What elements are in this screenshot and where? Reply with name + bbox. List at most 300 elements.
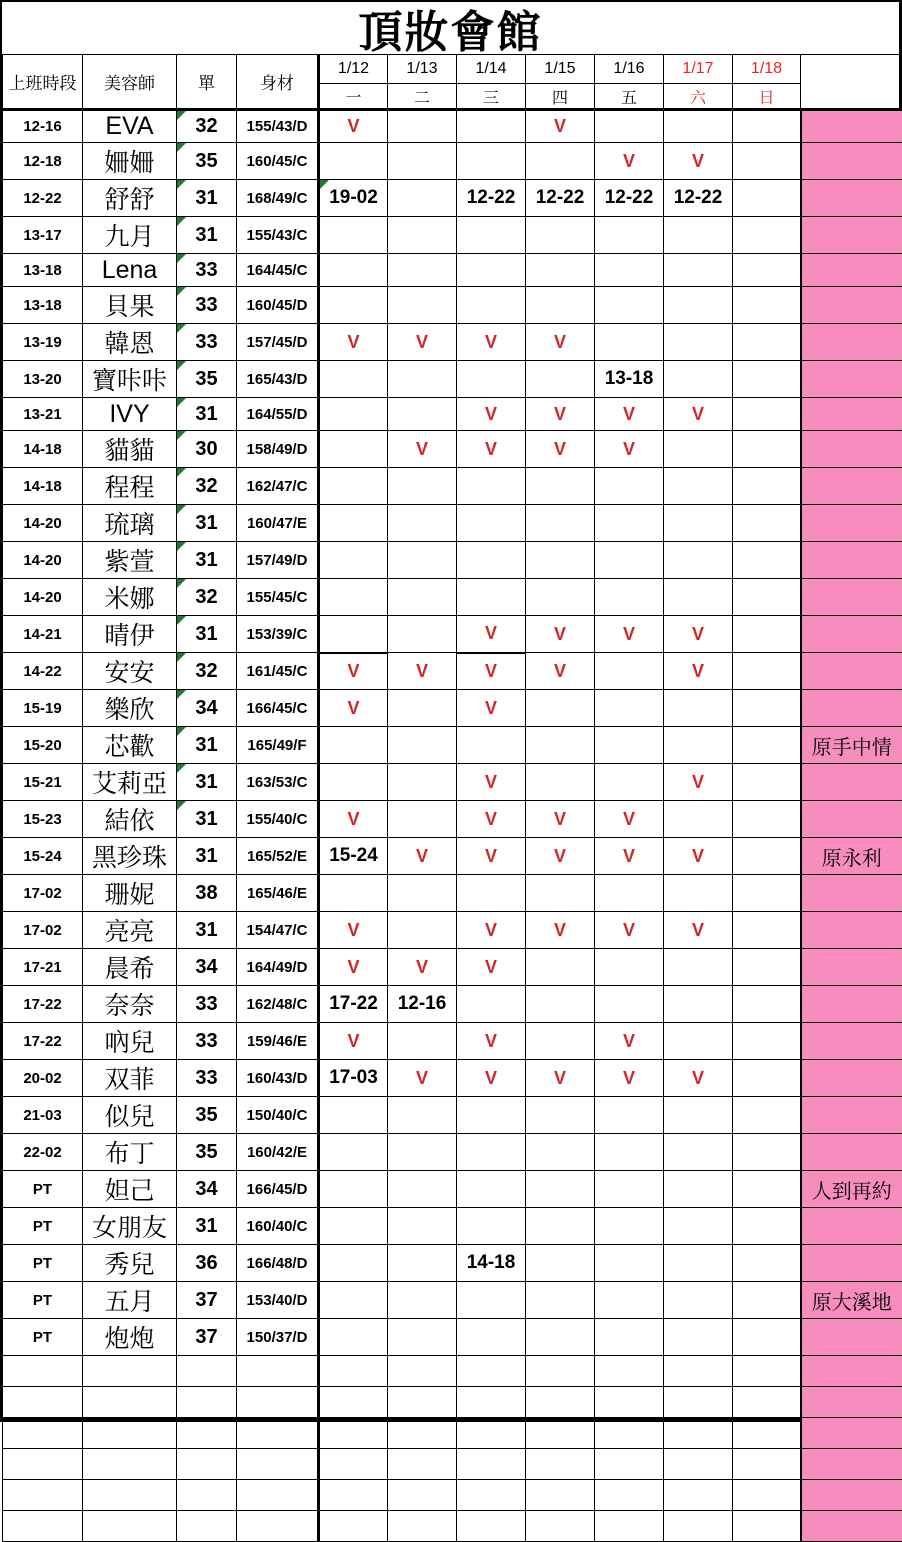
order-count-cell: 34 (177, 949, 237, 986)
schedule-cell (733, 254, 801, 287)
figure-cell: 150/37/D (237, 1319, 319, 1356)
schedule-cell (319, 1356, 388, 1387)
shift-cell (3, 1387, 83, 1418)
table-row (3, 398, 902, 431)
schedule-cell (319, 468, 388, 505)
note-cell (801, 1319, 902, 1356)
beautician-name-cell: 布丁 (83, 1134, 177, 1171)
schedule-cell (526, 217, 595, 254)
check-mark-cell: V (595, 1060, 664, 1097)
schedule-table (2, 54, 902, 1542)
schedule-cell (733, 431, 801, 468)
figure-cell: 165/46/E (237, 875, 319, 912)
figure-cell: 164/45/C (237, 254, 319, 287)
schedule-cell (319, 287, 388, 324)
schedule-cell (595, 949, 664, 986)
order-count-cell: 37 (177, 1282, 237, 1319)
schedule-cell (388, 1319, 457, 1356)
schedule-cell (388, 1023, 457, 1060)
weekday-header: 六 (664, 84, 733, 110)
table-row (3, 616, 902, 653)
schedule-cell (319, 1134, 388, 1171)
note-cell (801, 217, 902, 254)
weekday-header: 二 (388, 84, 457, 110)
col-header-shift: 上班時段 (3, 55, 83, 110)
schedule-cell (664, 1418, 733, 1449)
schedule-cell (457, 1356, 526, 1387)
figure-cell (237, 1449, 319, 1480)
schedule-cell (664, 1356, 733, 1387)
schedule-cell (457, 579, 526, 616)
date-header: 1/13 (388, 55, 457, 84)
note-cell (801, 110, 902, 143)
check-mark-cell: V (595, 1023, 664, 1060)
check-mark-cell: V (595, 801, 664, 838)
schedule-cell (664, 690, 733, 727)
schedule-cell (319, 1245, 388, 1282)
schedule-cell (664, 110, 733, 143)
order-count-cell: 31 (177, 542, 237, 579)
schedule-cell (457, 143, 526, 180)
schedule-cell (664, 361, 733, 398)
check-mark-cell: V (526, 912, 595, 949)
check-mark-cell: V (664, 653, 733, 690)
schedule-cell (457, 217, 526, 254)
check-mark-cell: V (388, 838, 457, 875)
beautician-name-cell (83, 1418, 177, 1449)
table-row (3, 1282, 902, 1319)
check-mark-cell: V (319, 1023, 388, 1060)
figure-cell: 164/55/D (237, 398, 319, 431)
note-cell (801, 542, 902, 579)
beautician-name-cell: 紫萱 (83, 542, 177, 579)
date-header: 1/17 (664, 55, 733, 84)
check-mark-cell: V (664, 1060, 733, 1097)
note-cell (801, 986, 902, 1023)
note-cell (801, 912, 902, 949)
schedule-cell (388, 180, 457, 217)
schedule-cell: 12-22 (595, 180, 664, 217)
note-cell (801, 254, 902, 287)
schedule-cell (457, 505, 526, 542)
schedule-cell (526, 1097, 595, 1134)
check-mark-cell: V (319, 801, 388, 838)
beautician-name-cell: Lena (83, 254, 177, 287)
schedule-cell (319, 398, 388, 431)
schedule-cell: 13-18 (595, 361, 664, 398)
table-row (3, 875, 902, 912)
shift-cell (3, 1418, 83, 1449)
schedule-cell (388, 287, 457, 324)
figure-cell: 165/49/F (237, 727, 319, 764)
figure-cell (237, 1418, 319, 1449)
beautician-name-cell: 九月 (83, 217, 177, 254)
schedule-cell: 12-16 (388, 986, 457, 1023)
schedule-cell (319, 1418, 388, 1449)
schedule-cell (526, 1356, 595, 1387)
schedule-cell (733, 1023, 801, 1060)
shift-cell: PT (3, 1245, 83, 1282)
schedule-cell (526, 1171, 595, 1208)
beautician-name-cell: 五月 (83, 1282, 177, 1319)
figure-cell: 160/47/E (237, 505, 319, 542)
schedule-cell (526, 1245, 595, 1282)
schedule-cell (388, 690, 457, 727)
check-mark-cell: V (388, 653, 457, 690)
beautician-name-cell: 女朋友 (83, 1208, 177, 1245)
schedule-cell (526, 1134, 595, 1171)
schedule-cell (526, 1282, 595, 1319)
order-count-cell: 32 (177, 653, 237, 690)
schedule-cell (664, 1319, 733, 1356)
beautician-name-cell: 樂欣 (83, 690, 177, 727)
empty-row (3, 1387, 902, 1418)
order-count-cell: 35 (177, 1097, 237, 1134)
note-cell (801, 875, 902, 912)
check-mark-cell: V (457, 949, 526, 986)
empty-row (3, 1511, 902, 1542)
schedule-cell (664, 1511, 733, 1542)
schedule-cell (457, 361, 526, 398)
schedule-cell (733, 616, 801, 653)
figure-cell: 168/49/C (237, 180, 319, 217)
order-count-cell (177, 1449, 237, 1480)
schedule-cell (457, 1418, 526, 1449)
schedule-cell (595, 110, 664, 143)
col-header-beautician: 美容師 (83, 55, 177, 110)
weekday-header: 日 (733, 84, 801, 110)
schedule-cell (388, 1418, 457, 1449)
beautician-name-cell: 黑珍珠 (83, 838, 177, 875)
figure-cell: 160/45/D (237, 287, 319, 324)
table-row (3, 468, 902, 505)
schedule-cell: 12-22 (664, 180, 733, 217)
schedule-cell (733, 653, 801, 690)
schedule-cell (319, 1480, 388, 1511)
schedule-cell (733, 398, 801, 431)
schedule-cell (595, 764, 664, 801)
shift-cell: 15-21 (3, 764, 83, 801)
figure-cell: 160/43/D (237, 1060, 319, 1097)
schedule-cell: 12-22 (457, 180, 526, 217)
note-cell (801, 1511, 902, 1542)
shift-cell: 12-16 (3, 110, 83, 143)
shift-cell: 14-18 (3, 468, 83, 505)
beautician-name-cell: 米娜 (83, 579, 177, 616)
schedule-cell (319, 1097, 388, 1134)
schedule-cell (733, 1282, 801, 1319)
schedule-cell (526, 1480, 595, 1511)
schedule-cell (664, 1134, 733, 1171)
schedule-cell (526, 949, 595, 986)
table-row (3, 579, 902, 616)
shift-cell: 17-21 (3, 949, 83, 986)
order-count-cell: 35 (177, 1134, 237, 1171)
figure-cell: 164/49/D (237, 949, 319, 986)
schedule-cell (526, 690, 595, 727)
schedule-cell (388, 1387, 457, 1418)
check-mark-cell: V (457, 616, 526, 653)
schedule-cell (733, 1208, 801, 1245)
beautician-name-cell: 程程 (83, 468, 177, 505)
schedule-cell (664, 1480, 733, 1511)
beautician-name-cell: 双菲 (83, 1060, 177, 1097)
note-cell (801, 653, 902, 690)
check-mark-cell: V (457, 801, 526, 838)
note-column-header (801, 55, 902, 110)
beautician-name-cell: 安安 (83, 653, 177, 690)
schedule-cell (526, 143, 595, 180)
note-cell (801, 690, 902, 727)
check-mark-cell: V (664, 398, 733, 431)
note-cell (801, 616, 902, 653)
schedule-cell (457, 1511, 526, 1542)
note-cell (801, 1449, 902, 1480)
schedule-cell (664, 1097, 733, 1134)
order-count-cell (177, 1480, 237, 1511)
schedule-cell (733, 361, 801, 398)
schedule-cell (595, 324, 664, 361)
figure-cell: 155/43/C (237, 217, 319, 254)
order-count-cell: 31 (177, 801, 237, 838)
shift-cell: PT (3, 1282, 83, 1319)
beautician-name-cell (83, 1511, 177, 1542)
schedule-cell (457, 1449, 526, 1480)
schedule-cell: 12-22 (526, 180, 595, 217)
schedule-cell (526, 764, 595, 801)
beautician-name-cell: 貝果 (83, 287, 177, 324)
order-count-cell: 31 (177, 180, 237, 217)
schedule-cell (457, 110, 526, 143)
schedule-cell (388, 875, 457, 912)
order-count-cell: 37 (177, 1319, 237, 1356)
schedule-cell (526, 254, 595, 287)
beautician-name-cell: 妲己 (83, 1171, 177, 1208)
order-count-cell: 30 (177, 431, 237, 468)
order-count-cell (177, 1418, 237, 1449)
schedule-cell (733, 1480, 801, 1511)
schedule-cell (664, 254, 733, 287)
schedule-cell (526, 468, 595, 505)
schedule-cell (664, 727, 733, 764)
beautician-name-cell: 奈奈 (83, 986, 177, 1023)
beautician-name-cell: 艾莉亞 (83, 764, 177, 801)
schedule-cell (595, 1356, 664, 1387)
beautician-name-cell: 晨希 (83, 949, 177, 986)
schedule-cell (733, 986, 801, 1023)
order-count-cell: 32 (177, 110, 237, 143)
table-row (3, 431, 902, 468)
table-row (3, 254, 902, 287)
date-header: 1/18 (733, 55, 801, 84)
figure-cell (237, 1511, 319, 1542)
beautician-name-cell: 芯歡 (83, 727, 177, 764)
note-cell (801, 1418, 902, 1449)
schedule-cell (733, 1245, 801, 1282)
check-mark-cell: V (526, 110, 595, 143)
beautician-name-cell: 寶咔咔 (83, 361, 177, 398)
schedule-cell (733, 468, 801, 505)
note-cell (801, 287, 902, 324)
schedule-cell (388, 801, 457, 838)
schedule-cell (664, 1245, 733, 1282)
schedule-cell (526, 1418, 595, 1449)
schedule-cell (595, 287, 664, 324)
schedule-cell (664, 1387, 733, 1418)
check-mark-cell: V (595, 431, 664, 468)
order-count-cell: 35 (177, 361, 237, 398)
check-mark-cell: V (457, 653, 526, 690)
empty-row (3, 1418, 902, 1449)
check-mark-cell: V (595, 143, 664, 180)
figure-cell: 166/48/D (237, 1245, 319, 1282)
figure-cell: 166/45/D (237, 1171, 319, 1208)
schedule-cell (457, 1097, 526, 1134)
schedule-cell (526, 1023, 595, 1060)
schedule-cell (733, 505, 801, 542)
check-mark-cell: V (526, 653, 595, 690)
check-mark-cell: V (388, 324, 457, 361)
check-mark-cell: V (595, 838, 664, 875)
schedule-cell (733, 1418, 801, 1449)
figure-cell: 166/45/C (237, 690, 319, 727)
schedule-cell (319, 1511, 388, 1542)
order-count-cell: 33 (177, 287, 237, 324)
shift-cell: 15-24 (3, 838, 83, 875)
schedule-cell (733, 287, 801, 324)
table-row (3, 986, 902, 1023)
shift-cell: 13-19 (3, 324, 83, 361)
schedule-cell (319, 727, 388, 764)
table-row (3, 1134, 902, 1171)
note-cell (801, 361, 902, 398)
schedule-cell (595, 1511, 664, 1542)
shift-cell: 13-20 (3, 361, 83, 398)
schedule-cell (388, 1282, 457, 1319)
schedule-cell (388, 505, 457, 542)
schedule-cell (595, 579, 664, 616)
check-mark-cell: V (457, 324, 526, 361)
schedule-cell (457, 287, 526, 324)
note-cell (801, 324, 902, 361)
schedule-cell (733, 764, 801, 801)
schedule-cell (319, 254, 388, 287)
schedule-cell (595, 217, 664, 254)
note-cell (801, 801, 902, 838)
figure-cell: 155/40/C (237, 801, 319, 838)
table-row (3, 727, 902, 764)
schedule-cell: 19-02 (319, 180, 388, 217)
check-mark-cell: V (664, 143, 733, 180)
note-cell (801, 1480, 902, 1511)
schedule-cell (595, 1387, 664, 1418)
shift-cell: 15-20 (3, 727, 83, 764)
schedule-cell (319, 1449, 388, 1480)
schedule-cell (388, 764, 457, 801)
schedule-cell (733, 1171, 801, 1208)
order-count-cell: 31 (177, 217, 237, 254)
schedule-cell (457, 468, 526, 505)
check-mark-cell: V (526, 1060, 595, 1097)
schedule-cell: 15-24 (319, 838, 388, 875)
schedule-cell (595, 727, 664, 764)
order-count-cell: 31 (177, 727, 237, 764)
schedule-cell (595, 468, 664, 505)
schedule-cell (319, 143, 388, 180)
schedule-cell (457, 1282, 526, 1319)
table-row (3, 542, 902, 579)
weekday-header: 一 (319, 84, 388, 110)
note-cell (801, 398, 902, 431)
shift-cell: 14-22 (3, 653, 83, 690)
date-header: 1/12 (319, 55, 388, 84)
schedule-cell (319, 361, 388, 398)
schedule-cell (526, 542, 595, 579)
table-row (3, 505, 902, 542)
weekday-header: 四 (526, 84, 595, 110)
schedule-cell (733, 727, 801, 764)
beautician-name-cell: 似兒 (83, 1097, 177, 1134)
schedule-cell (733, 579, 801, 616)
schedule-cell (595, 1282, 664, 1319)
schedule-cell (388, 542, 457, 579)
note-cell (801, 1245, 902, 1282)
check-mark-cell: V (319, 690, 388, 727)
schedule-cell (595, 690, 664, 727)
schedule-cell (733, 1356, 801, 1387)
table-row (3, 287, 902, 324)
schedule-cell (526, 875, 595, 912)
schedule-cell (526, 505, 595, 542)
figure-cell: 153/40/D (237, 1282, 319, 1319)
check-mark-cell: V (388, 431, 457, 468)
schedule-cell (595, 505, 664, 542)
schedule-cell (457, 254, 526, 287)
beautician-name-cell (83, 1387, 177, 1418)
shift-cell: 17-02 (3, 875, 83, 912)
schedule-cell (457, 1480, 526, 1511)
schedule-cell (733, 875, 801, 912)
beautician-name-cell (83, 1356, 177, 1387)
check-mark-cell: V (388, 1060, 457, 1097)
shift-cell: PT (3, 1208, 83, 1245)
check-mark-cell: V (457, 912, 526, 949)
figure-cell: 157/49/D (237, 542, 319, 579)
schedule-cell (526, 986, 595, 1023)
shift-cell: PT (3, 1319, 83, 1356)
note-cell (801, 431, 902, 468)
order-count-cell: 31 (177, 912, 237, 949)
schedule-cell (664, 1208, 733, 1245)
order-count-cell: 32 (177, 579, 237, 616)
schedule-cell (733, 110, 801, 143)
schedule-cell (388, 1245, 457, 1282)
beautician-name-cell: 貓貓 (83, 431, 177, 468)
shift-cell: PT (3, 1171, 83, 1208)
schedule-cell (319, 1171, 388, 1208)
order-count-cell: 34 (177, 1171, 237, 1208)
note-cell (801, 764, 902, 801)
order-count-cell (177, 1356, 237, 1387)
schedule-cell (319, 764, 388, 801)
schedule-cell (388, 468, 457, 505)
table-row (3, 1097, 902, 1134)
note-cell: 原大溪地 (801, 1282, 902, 1319)
shift-cell: 17-22 (3, 986, 83, 1023)
table-row (3, 1060, 902, 1097)
note-cell (801, 579, 902, 616)
shift-cell: 17-22 (3, 1023, 83, 1060)
